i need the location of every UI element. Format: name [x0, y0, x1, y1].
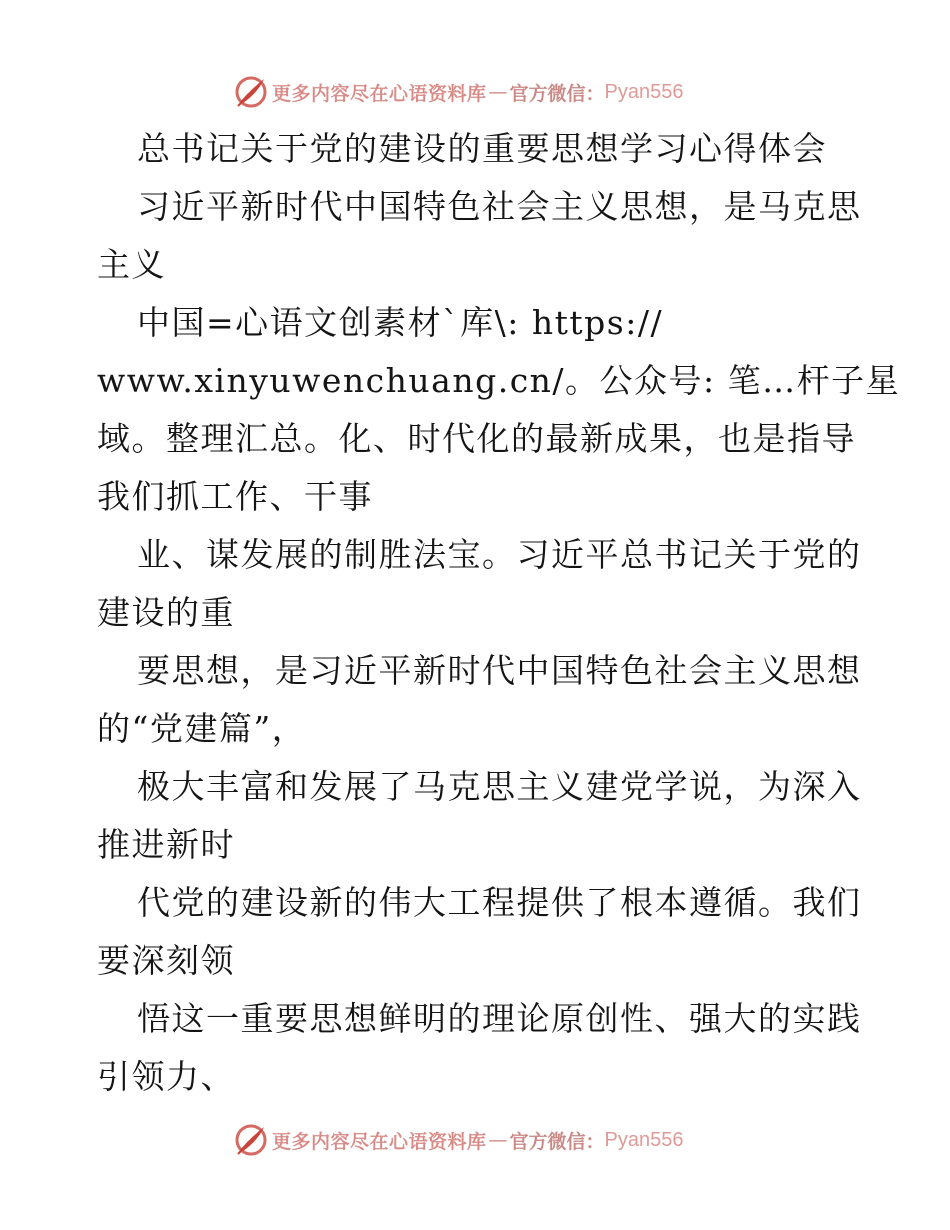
paragraph-line: 主义	[97, 245, 166, 284]
paragraph-line: 建设的重	[97, 593, 235, 632]
paragraph-line: 要思想，是习近平新时代中国特色社会主义思想	[137, 651, 862, 690]
paragraph-line: 业、谋发展的制胜法宝。习近平总书记关于党的	[137, 535, 862, 574]
footer-separator: —	[488, 1129, 508, 1151]
paragraph-line: 悟这一重要思想鲜明的理论原创性、强大的实践	[137, 999, 862, 1038]
header-banner	[234, 72, 714, 112]
paragraph-line: 推进新时	[97, 825, 235, 864]
header-separator: —	[488, 81, 508, 103]
header-wechat-label: 官方微信：	[509, 82, 605, 105]
paragraph-line: 习近平新时代中国特色社会主义思想，是马克思	[137, 187, 862, 226]
footer-wechat-label: 官方微信：	[509, 1130, 605, 1153]
paragraph-line: 的“党建篇”，	[97, 709, 307, 748]
quill-pen-logo-icon	[234, 75, 268, 109]
paragraph-line: 代党的建设新的伟大工程提供了根本遵循。我们	[137, 883, 862, 922]
quill-pen-logo-icon	[234, 1123, 268, 1157]
header-wechat-id: Pyan556	[604, 80, 684, 103]
footer-banner	[234, 1120, 714, 1160]
header-text: 更多内容尽在心语资料库	[272, 82, 487, 105]
footer-wechat-id: Pyan556	[604, 1128, 684, 1151]
paragraph-line: 引领力、	[97, 1057, 235, 1096]
paragraph-line: 极大丰富和发展了马克思主义建党学说，为深入	[137, 767, 862, 806]
paragraph-line: 中国=心语文创素材`库\: https://	[137, 303, 664, 342]
document-title: 总书记关于党的建设的重要思想学习心得体会	[137, 129, 827, 168]
paragraph-line: www.xinyuwenchuang.cn/。公众号: 笔…杆子星	[97, 361, 901, 400]
paragraph-line: 要深刻领	[97, 941, 235, 980]
paragraph-line: 我们抓工作、干事	[97, 477, 373, 516]
paragraph-line: 域。整理汇总。化、时代化的最新成果，也是指导	[97, 419, 856, 458]
footer-text: 更多内容尽在心语资料库	[272, 1130, 487, 1153]
